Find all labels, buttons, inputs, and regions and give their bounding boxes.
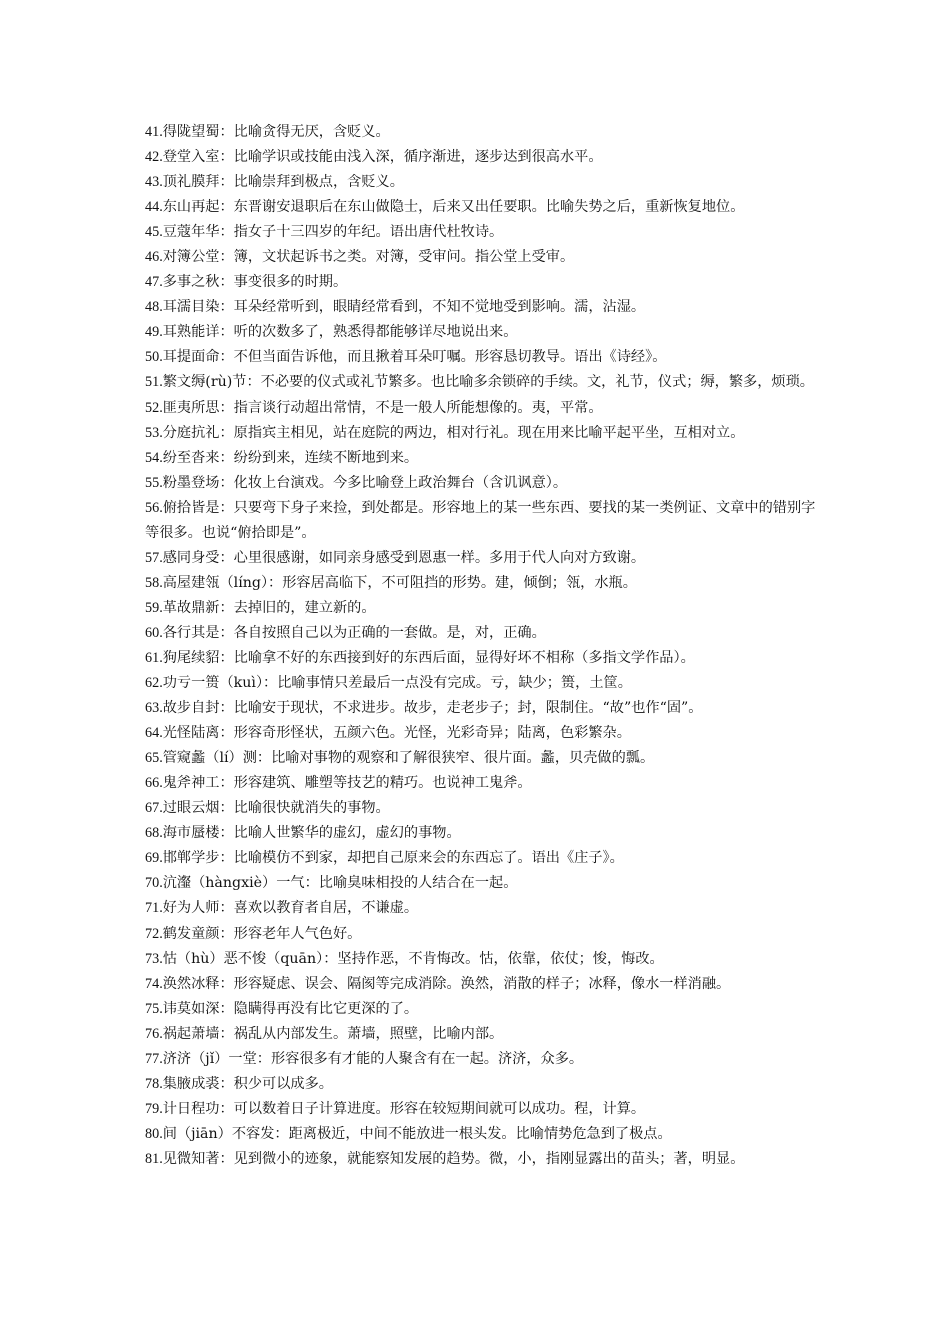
idiom-entry (145, 621, 820, 646)
idiom-entry (145, 922, 820, 947)
idiom-entry (145, 821, 820, 846)
entry-text: 集腋成裘：积少可以成多。 (162, 1075, 333, 1092)
entry-text: 登堂入室：比喻学识或技能由浅入深，循序渐进，逐步达到很高水平。 (162, 149, 603, 166)
entry-number: 75. (145, 1000, 163, 1017)
entry-text: 计日程功：可以数着日子计算进度。形容在较短期间就可以成功。程，计算。 (162, 1100, 646, 1117)
entry-text: 耳濡目染：耳朵经常听到，眼睛经常看到，不知不觉地受到影响。濡，沾湿。 (162, 299, 646, 316)
entry-text: 各行其是：各自按照自己以为正确的一套做。是，对，正确。 (162, 624, 546, 641)
entry-text: 感同身受：心里很感谢，如同亲身感受到恩惠一样。多用于代人向对方致谢。 (162, 549, 646, 566)
entry-text: 耳提面命：不但当面告诉他，而且揪着耳朵叮嘱。形容恳切教导。语出《诗经》。 (162, 349, 667, 366)
idiom-entry (145, 245, 820, 270)
idiom-entry (145, 320, 820, 345)
entry-number: 55. (145, 474, 163, 491)
entry-number: 58. (145, 574, 163, 591)
entry-text: 邯郸学步：比喻模仿不到家，却把自己原来会的东西忘了。语出《庄子》。 (162, 850, 624, 867)
entry-number: 70. (145, 875, 163, 892)
idiom-entry (145, 396, 820, 421)
entry-number: 63. (145, 700, 163, 717)
entry-text: 海市蜃楼：比喻人世繁华的虚幻，虚幻的事物。 (162, 825, 461, 842)
idiom-entry (145, 696, 820, 721)
entry-text: 得陇望蜀：比喻贪得无厌，含贬义。 (162, 124, 390, 140)
entry-number: 47. (145, 274, 163, 291)
entry-number: 80. (145, 1125, 163, 1142)
entry-number: 52. (145, 399, 163, 416)
entry-text: 狗尾续貂：比喻拿不好的东西接到好的东西后面，显得好坏不相称（多指文学作品）。 (162, 649, 695, 666)
entry-text: 功亏一篑（kuì）：比喻事情只差最后一点没有完成。亏，缺少；篑，土筐。 (162, 675, 632, 692)
entry-text: 多事之秋：事变很多的时期。 (162, 274, 348, 291)
entry-text: 匪夷所思：指言谈行动超出常情，不是一般人所能想像的。夷，平常。 (162, 399, 603, 416)
entry-number: 77. (145, 1050, 163, 1067)
idiom-entry (145, 270, 820, 295)
entry-text: 讳莫如深：隐瞒得再没有比它更深的了。 (162, 1000, 419, 1017)
entry-number: 49. (145, 324, 163, 341)
entry-text: 鹤发童颜：形容老年人气色好。 (162, 925, 362, 942)
entry-number: 64. (145, 725, 163, 742)
idiom-entry (145, 421, 820, 446)
entry-number: 71. (145, 900, 163, 917)
entry-number: 76. (145, 1025, 163, 1042)
entry-number: 69. (145, 850, 163, 867)
entry-text: 俯拾皆是：只要弯下身子来捡，到处都是。形容地上的某一些东西、要找的某一类例证、文章中的错别字等很多。也说“俯拾即是”。 (145, 499, 816, 541)
idiom-entry (145, 195, 820, 220)
entry-number: 44. (145, 199, 163, 216)
idiom-entry (145, 145, 820, 170)
idiom-entry (145, 1122, 820, 1147)
entry-number: 61. (145, 649, 163, 666)
entry-text: 济济（jǐ）一堂：形容很多有才能的人聚含有在一起。济济，众多。 (162, 1050, 584, 1067)
entry-number: 59. (145, 599, 163, 616)
idiom-entry (145, 546, 820, 571)
idiom-entry (145, 771, 820, 796)
entry-text: 顶礼膜拜：比喻崇拜到极点，含贬义。 (162, 174, 404, 191)
entry-number: 73. (145, 950, 163, 967)
entry-number: 53. (145, 424, 163, 441)
idiom-entry (145, 796, 820, 821)
entry-text: 好为人师：喜欢以教育者自居，不谦虚。 (162, 900, 419, 917)
idiom-entry (145, 1022, 820, 1047)
entry-number: 78. (145, 1075, 163, 1092)
entry-number: 45. (145, 224, 163, 241)
idiom-entry (145, 1147, 820, 1172)
idiom-entry (145, 1072, 820, 1097)
idiom-entry (145, 345, 820, 370)
entry-number: 67. (145, 800, 163, 817)
entry-number: 54. (145, 449, 163, 466)
entry-number: 57. (145, 549, 163, 566)
entry-text: 粉墨登场：化妆上台演戏。今多比喻登上政治舞台（含讥讽意）。 (162, 474, 568, 491)
document-body (145, 120, 820, 1172)
idiom-entry (145, 596, 820, 621)
entry-text: 耳熟能详：听的次数多了，熟悉得都能够详尽地说出来。 (162, 324, 518, 341)
entry-text: 见微知著：见到微小的迹象，就能察知发展的趋势。微，小，指刚显露出的苗头；著，明显。 (162, 1150, 745, 1167)
entry-text: 鬼斧神工：形容建筑、雕塑等技艺的精巧。也说神工鬼斧。 (162, 775, 532, 792)
idiom-entry (145, 721, 820, 746)
entry-number: 72. (145, 925, 163, 942)
idiom-entry (145, 446, 820, 471)
entry-number: 48. (145, 299, 163, 316)
entry-text: 管窥蠡（lí）测：比喻对事物的观察和了解很狭窄、很片面。蠡，贝壳做的瓢。 (162, 750, 655, 767)
idiom-entry (145, 295, 820, 320)
entry-text: 故步自封：比喻安于现状，不求进步。故步，走老步子；封，限制住。“故”也作“固”。 (162, 700, 703, 717)
entry-text: 光怪陆离：形容奇形怪状，五颜六色。光怪，光彩奇异；陆离，色彩繁杂。 (162, 725, 631, 742)
entry-text: 涣然冰释：形容疑虑、误会、隔阂等完成消除。涣然，消散的样子；冰释，像水一样消融。 (162, 975, 731, 992)
entry-number: 74. (145, 975, 163, 992)
entry-number: 66. (145, 775, 163, 792)
idiom-entry (145, 997, 820, 1022)
idiom-entry (145, 120, 820, 145)
idiom-entry (145, 947, 820, 972)
idiom-entry (145, 896, 820, 921)
idiom-entry (145, 846, 820, 871)
entry-number: 79. (145, 1100, 163, 1117)
entry-text: 繁文缛(rù)节：不必要的仪式或礼节繁多。也比喻多余锁碎的手续。文，礼节，仪式；缛，繁多，烦琐。 (162, 374, 814, 391)
idiom-entry (145, 746, 820, 771)
entry-text: 沆瀣（hàngxiè）一气：比喻臭味相投的人结合在一起。 (162, 875, 518, 892)
idiom-entry (145, 496, 820, 546)
entry-text: 过眼云烟：比喻很快就消失的事物。 (162, 800, 390, 817)
entry-number: 42. (145, 149, 163, 166)
entry-text: 纷至沓来：纷纷到来，连续不断地到来。 (162, 449, 419, 466)
idiom-entry (145, 972, 820, 997)
idiom-entry (145, 1047, 820, 1072)
entry-number: 62. (145, 675, 163, 692)
entry-number: 46. (145, 249, 163, 266)
entry-number: 68. (145, 825, 163, 842)
idiom-entry (145, 571, 820, 596)
idiom-entry (145, 871, 820, 896)
entry-text: 对簿公堂：簿，文状起诉书之类。对簿，受审问。指公堂上受审。 (162, 249, 575, 266)
idiom-entry (145, 220, 820, 245)
entry-text: 祸起萧墙：祸乱从内部发生。萧墙，照壁，比喻内部。 (162, 1025, 504, 1042)
entry-number: 43. (145, 174, 163, 191)
entry-text: 间（jiān）不容发：距离极近，中间不能放进一根头发。比喻情势危急到了极点。 (162, 1125, 672, 1142)
entry-text: 分庭抗礼：原指宾主相见，站在庭院的两边，相对行礼。现在用来比喻平起平坐，互相对立。 (162, 424, 745, 441)
entry-number: 81. (145, 1150, 163, 1167)
entry-number: 60. (145, 624, 163, 641)
idiom-entry (145, 646, 820, 671)
entry-text: 革故鼎新：去掉旧的，建立新的。 (162, 599, 376, 616)
entry-number: 65. (145, 750, 163, 767)
idiom-entry (145, 671, 820, 696)
idiom-entry (145, 1097, 820, 1122)
entry-text: 东山再起：东晋谢安退职后在东山做隐士，后来又出任要职。比喻失势之后，重新恢复地位。 (162, 199, 745, 216)
idiom-entry (145, 370, 820, 395)
entry-number: 50. (145, 349, 163, 366)
idiom-entry (145, 471, 820, 496)
entry-text: 豆蔻年华：指女子十三四岁的年纪。语出唐代杜牧诗。 (162, 224, 504, 241)
entry-number: 51. (145, 374, 163, 391)
entry-text: 怙（hù）恶不悛（quān）：坚持作恶，不肯悔改。怙，依靠，依仗；悛，悔改。 (162, 950, 664, 967)
entry-number: 56. (145, 499, 163, 516)
entry-text: 高屋建瓴（líng）：形容居高临下，不可阻挡的形势。建，倾倒；瓴，水瓶。 (162, 574, 637, 591)
idiom-entry (145, 170, 820, 195)
entry-number: 41. (145, 124, 163, 140)
